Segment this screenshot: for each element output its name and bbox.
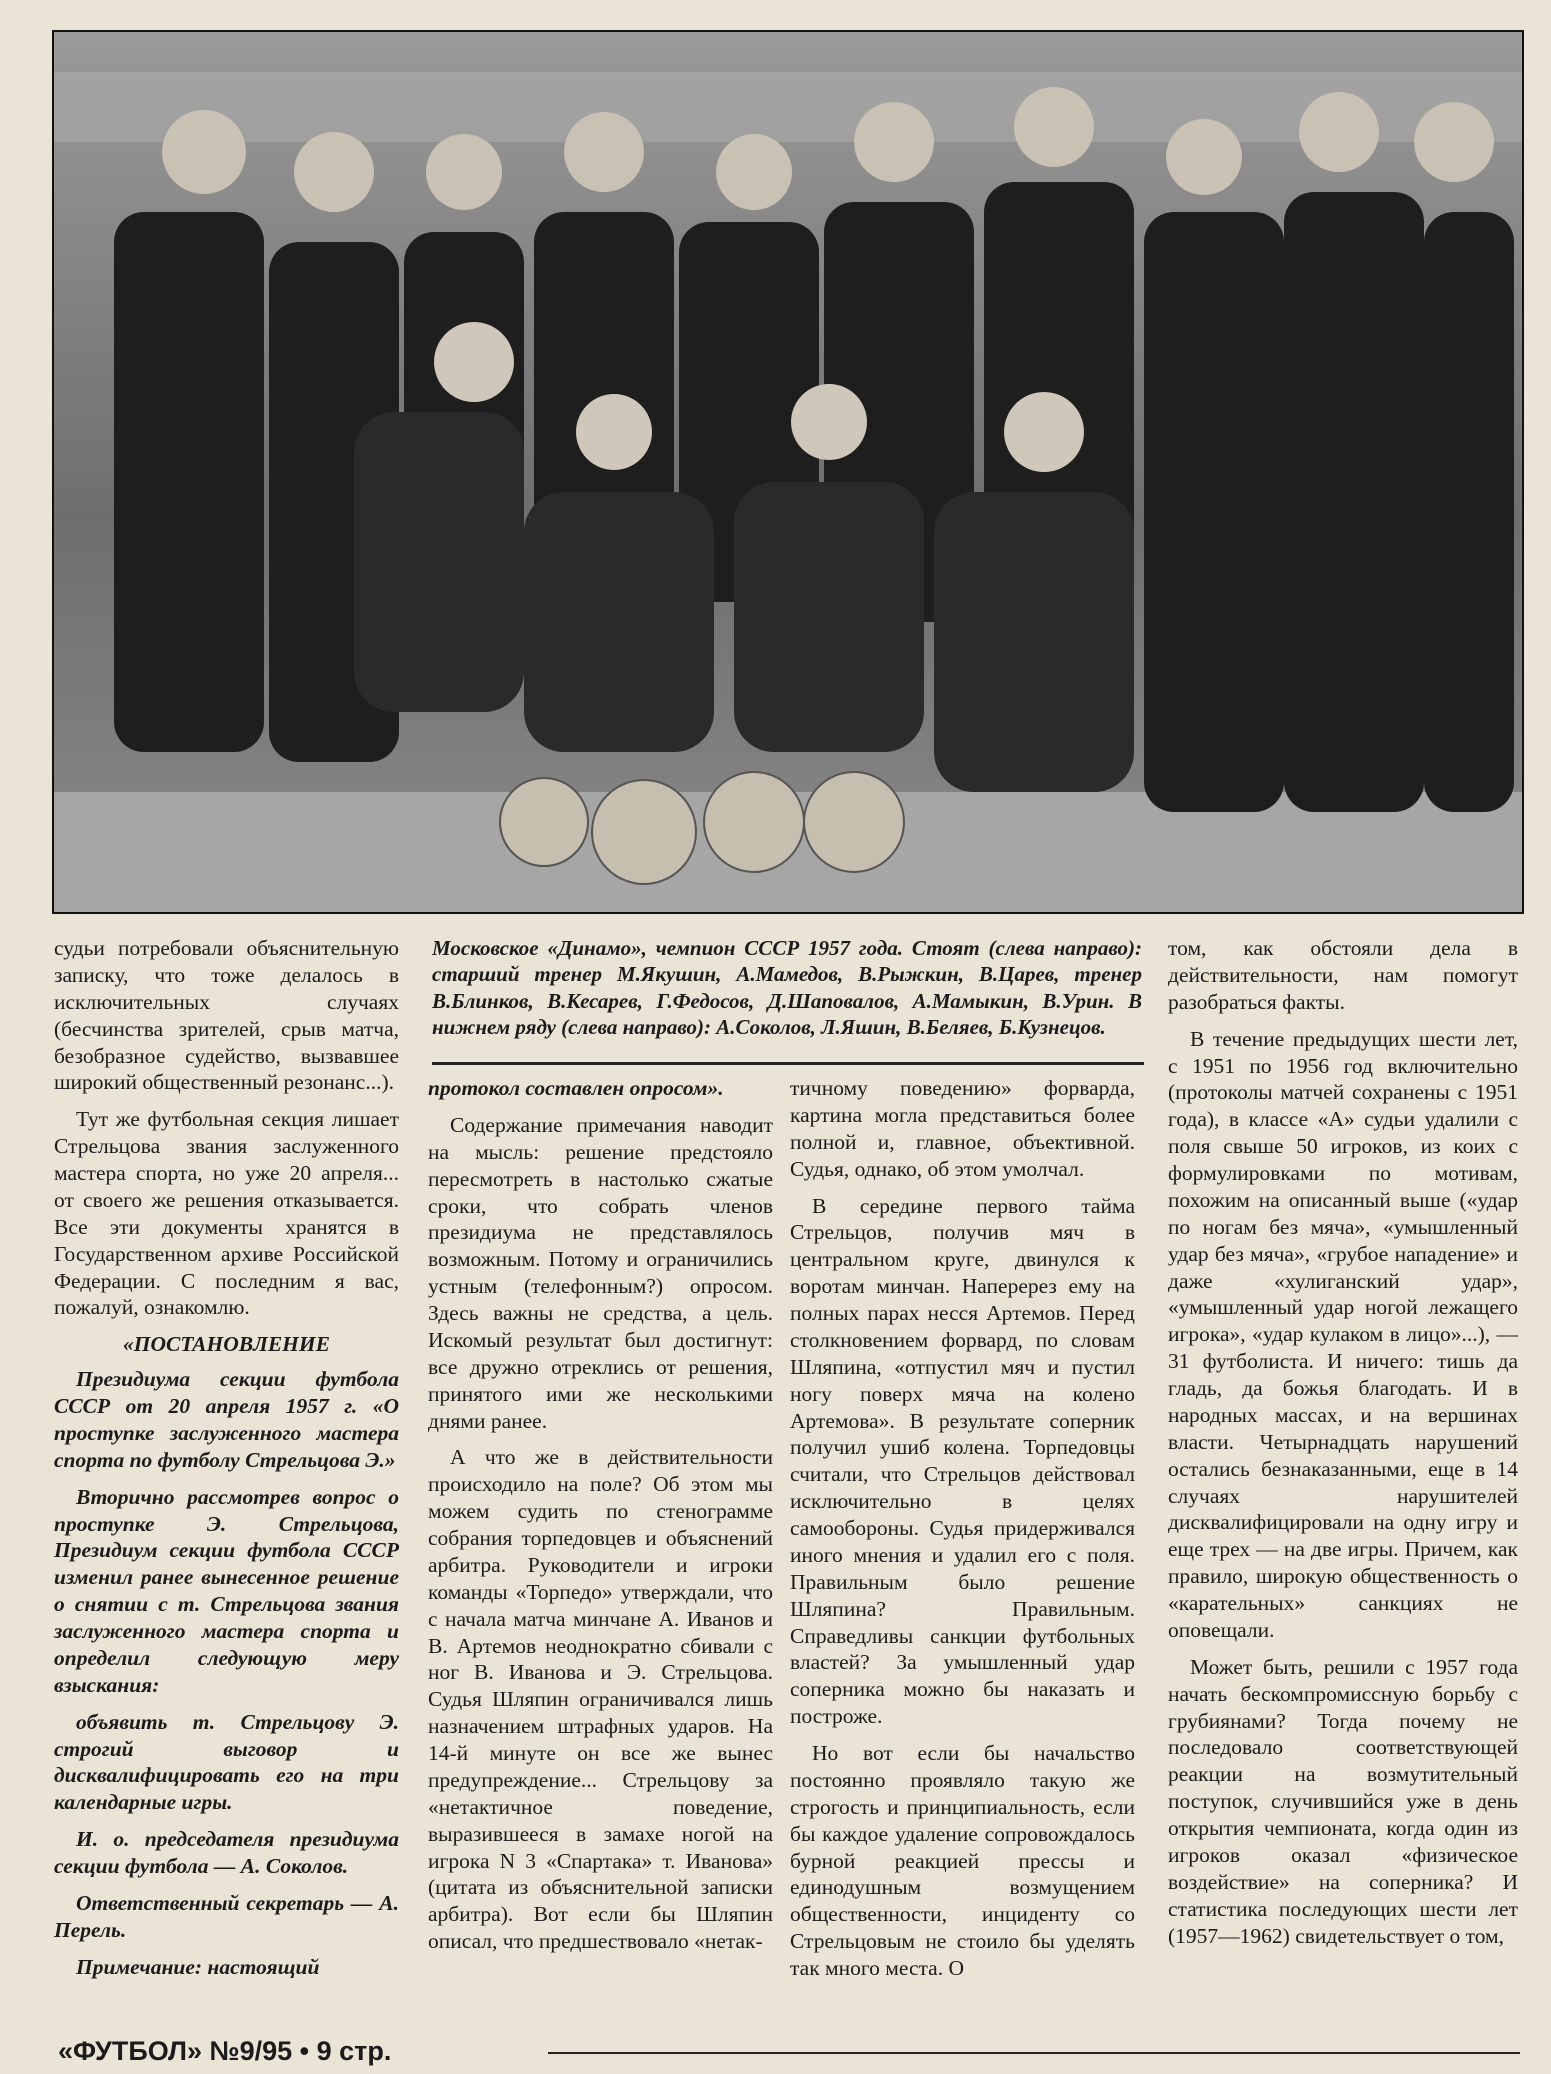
team-photo-icon <box>54 32 1522 912</box>
col1-paragraph: Тут же футбольная секция лишает Стрельцова звания заслуженного мастера спорта, но уже 20 апреля... от своего же решения отказывается. Все эти документы хранятся в Государственном архиве Российской Федерации. С последним я вас, пожалуй, ознакомлю. <box>54 1107 399 1320</box>
col4-paragraph: том, как обстояли дела в действительности, нам помогут разобраться факты. <box>1168 936 1518 1014</box>
column-1 <box>54 935 399 1991</box>
col3-paragraph: Но вот если бы начальство постоянно проявляло такую же строгость и принципиальность, если бы каждое удаление сопровождалось бурной реакцией прессы и единодушным возмущением общественности, инциденту со Стрельцовым не стоило бы уделять так много места. О <box>790 1741 1135 1980</box>
footer-rule <box>548 2052 1520 2054</box>
column-3 <box>790 1075 1135 1992</box>
decree-paragraph: И. о. председателя президиума секции футбола — А. Соколов. <box>54 1827 399 1878</box>
col2-paragraph: протокол составлен опросом». <box>428 1076 724 1100</box>
col2-paragraph: Содержание примечания наводит на мысль: решение предстояло пересмотреть в настолько сжатые сроки, что собрать членов президиума не представлялось возможным. Потому и ограничились устным (телефонным?) опросом. Здесь важны не средства, а цель. Искомый результат был достигнут: все дружно отреклись от решения, принятого ими же несколькими днями ранее. <box>428 1112 773 1433</box>
caption-divider <box>432 1062 1144 1065</box>
page-footer: «ФУТБОЛ» №9/95 • 9 стр. <box>58 2036 392 2066</box>
team-photo <box>52 30 1524 914</box>
decree-paragraph: Ответственный секретарь — А. Перель. <box>54 1890 399 1942</box>
column-2 <box>428 1075 773 1965</box>
col4-paragraph: В течение предыдущих шести лет, с 1951 по 1956 год включительно (протоколы матчей сохранены с 1951 года), в классе «А» судьи удалили с поля свыше 50 игроков, из коих с формулировками по мотивам, похожим на описанный выше («удар по ногам без мяча», «умышленный удар без мяча», «грубое нападение» и даже «хулиганский удар», «умышленный удар ногой лежащего игрока», «удар кулаком в лицо»...), — 31 футболиста. И ничего: тишь да гладь, да божья благодать. И в народных массах, и на вершинах власти. Четырнадцать нарушений остались безнаказанными, еще в 14 случаях нарушителей дисквалифицировали на одну игру и еще трех — на две игры. Причем, как правило, широкую общественность о «карательных» санкциях не оповещали. <box>1168 1026 1518 1642</box>
column-4 <box>1168 935 1518 1959</box>
col3-paragraph: тичному поведению» форварда, картина могла представиться более полной и, главное, объективной. Судья, однако, об этом умолчал. <box>790 1076 1135 1181</box>
decree-paragraph: Президиума секции футбола СССР от 20 апреля 1957 г. «О проступке заслуженного мастера спорта по футболу Стрельцова Э.» <box>54 1367 399 1472</box>
col3-paragraph: В середине первого тайма Стрельцов, получив мяч в центральном круге, двинулся к воротам минчан. Наперерез ему на полных парах несся Артемов. Перед столкновением форвард, по словам Шляпина, «отпустил мяч и пустил ногу поверх мяча на колено Артемова». В результате соперник получил ушиб колена. Торпедовцы считали, что Стрельцов действовал исключительно в целях самообороны. Судья придерживался иного мнения и удалил его с поля. Правильным было решение Шляпина? Правильным. Справедливы санкции футбольных властей? За умышленный удар соперника можно бы наказать и построже. <box>790 1193 1135 1729</box>
decree-paragraph: Вторично рассмотрев вопрос о проступке Э. Стрельцова, Президиум секции футбола СССР изменил ранее вынесенное решение о снятии с т. Стрельцова звания заслуженного мастера спорта и определил следующую меру взыскания: <box>54 1484 399 1697</box>
decree-heading: «ПОСТАНОВЛЕНИЕ <box>123 1332 330 1357</box>
decree-paragraph: объявить т. Стрельцову Э. строгий выговор и дисквалифицировать его на три календарные игры. <box>54 1709 399 1815</box>
col4-paragraph: Может быть, решили с 1957 года начать бескомпромиссную борьбу с грубиянами? Тогда почему не последовало соответствующей реакции на возмутительный поступок, случившийся уже в день открытия чемпионата, когда один из игроков оказал «физическое воздействие» на соперника? И статистика последующих шести лет (1957—1962) свидетельствует о том, <box>1168 1654 1518 1948</box>
photo-caption: Московское «Динамо», чемпион СССР 1957 года. Стоят (слева направо): старший тренер М.Якушин, А.Мамедов, В.Рыжкин, В.Царев, тренер В.Блинков, В.Кесарев, Г.Федосов, Д.Шаповалов, А.Мамыкин, В.Урин. В нижнем ряду (слева направо): А.Соколов, Л.Яшин, В.Беляев, Б.Кузнецов. <box>432 936 1142 1039</box>
decree-paragraph: Примечание: настоящий <box>76 1954 320 1979</box>
col1-paragraph: судьи потребовали объяснительную записку, что тоже делалось в исключительных случаях (бесчинства зрителей, срыв матча, безобразное судейство, вызвавшее широкий общественный резонанс...). <box>54 936 399 1095</box>
col2-paragraph: А что же в действительности происходило на поле? Об этом мы можем судить по стенограмме собрания торпедовцев и объяснений арбитра. Руководители и игроки команды «Торпедо» утверждали, что с начала матча минчане А. Иванов и В. Артемов неоднократно сбивали с ног В. Иванова и Э. Стрельцова. Судья Шляпин ограничивался лишь назначением штрафных ударов. На 14-й минуте он все же вынес предупреждение... Стрельцову за «нетактичное поведение, выразившееся в замахе ногой на игрока N 3 «Спартака» т. Иванова» (цитата из объяснительной записки арбитра). Вот если бы Шляпин описал, что предшествовало «нетак- <box>428 1445 773 1954</box>
